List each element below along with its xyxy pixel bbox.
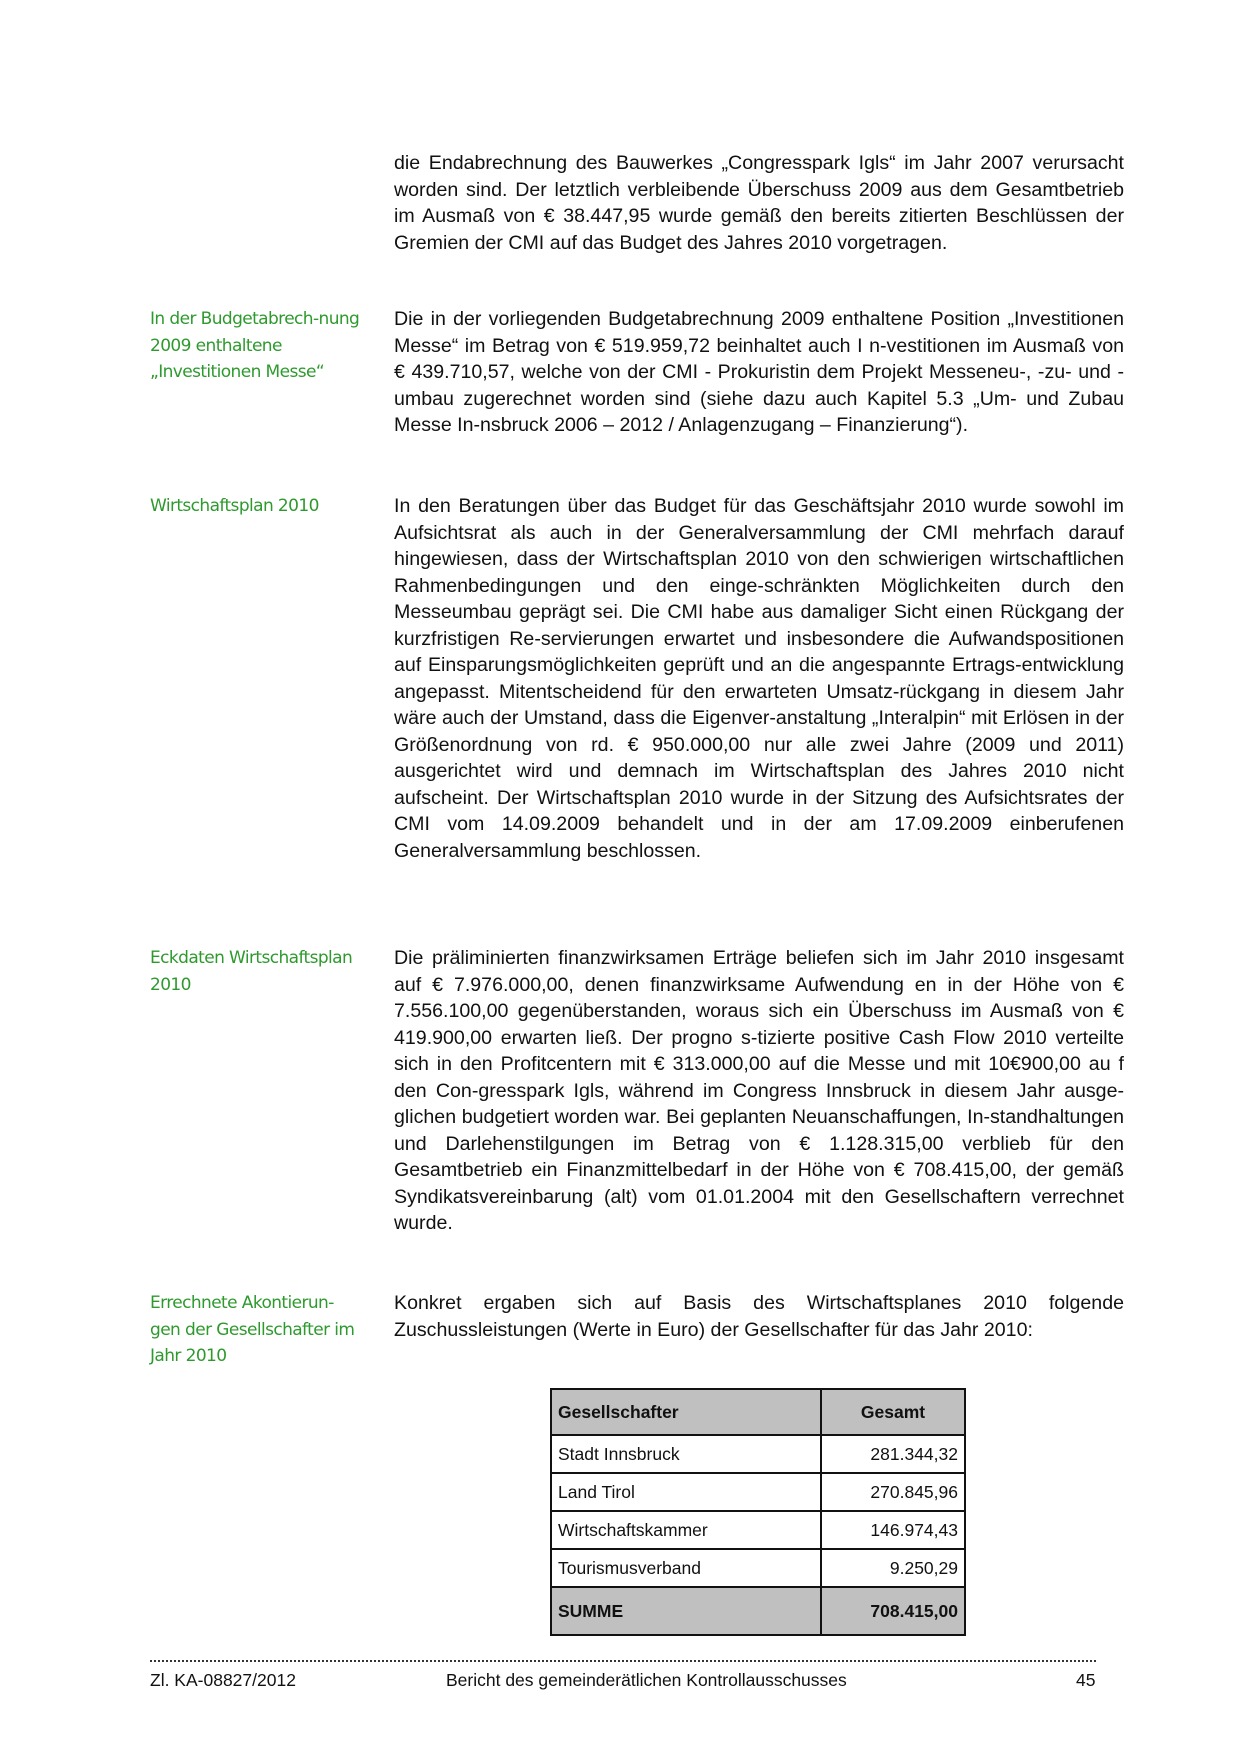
paragraph-text: die Endabrechnung des Bauwerkes „Congresspark Igls“ im Jahr 2007 verursacht worden sind. Der letztlich verbleibende Überschuss 2009 aus dem Gesamtbetrieb im Ausmaß von € 38.447,95 wurde gemäß den bereits zitierten Beschlüssen der Gremien der CMI auf das Budget des Jahres 2010 vorgetragen. (394, 152, 1124, 254)
row-value: 9.250,29 (821, 1549, 965, 1587)
footer-reference: Zl. KA-08827/2012 (150, 1670, 296, 1690)
paragraph-text: In den Beratungen über das Budget für das Geschäftsjahr 2010 wurde sowohl im Aufsichtsrat als auch in der Generalversammlung der CMI mehrfach darauf hingewiesen, dass der Wirtschaftsplan 2010 von den schwierigen wirtschaftlichen Rahmenbedingungen und den einge-schränkten Möglichkeiten durch den Messeumbau geprägt sei. Die CMI habe aus damaliger Sicht einen Rückgang der kurzfristigen Re-servierungen erwartet und insbesondere die Aufwandspositionen auf Einsparungsmöglichkeiten geprüft und an die angespannte Ertrags-entwicklung angepasst. Mitentscheidend für den erwarteten Umsatz-rückgang in diesem Jahr wäre auch der Umstand, dass die Eigenver-anstaltung „Interalpin“ mit Erlösen in der Größenordnung von rd. € 950.000,00 nur alle zwei Jahre (2009 und 2011) ausgerichtet wird und demnach im Wirtschaftsplan des Jahres 2010 nicht aufscheint. Der Wirtschaftsplan 2010 wurde in der Sitzung des Aufsichtsrates der CMI vom 14.09.2009 behandelt und in der am 17.09.2009 einberufenen Generalversammlung beschlossen. (394, 495, 1124, 862)
side-label-investitionen-messe: In der Budgetabrech-nung 2009 enthaltene „Investitionen Messe“ (150, 309, 360, 382)
paragraph-eckdaten (394, 945, 1124, 1237)
page-number: 45 (1076, 1670, 1096, 1690)
table-sum-row (551, 1587, 965, 1635)
table-header-row (551, 1389, 965, 1435)
paragraph-endabrechnung (394, 150, 1124, 256)
row-name: Tourismusverband (551, 1549, 821, 1587)
footer-divider (150, 1660, 1096, 1662)
paragraph-text: Die präliminierten finanzwirksamen Erträge beliefen sich im Jahr 2010 insgesamt auf € 7.976.000,00, denen finanzwirksame Aufwendung en in der Höhe von € 7.556.100,00 gegenüberstanden, woraus sich ein Überschuss im Ausmaß von € 419.900,00 erwarten ließ. Der progno s-tizierte positive Cash Flow 2010 verteilte sich in den Profitcentern mit € 313.000,00 auf die Messe und mit 10€900,00 au f den Con-gresspark Igls, während im Congress Innsbruck in diesem Jahr ausge-glichen budgetiert worden war. Bei geplanten Neuanschaffungen, In-standhaltungen und Darlehenstilgungen im Betrag von € 1.128.315,00 verblieb für den Gesamtbetrieb ein Finanzmittelbedarf in der Höhe von € 708.415,00, der gemäß Syndikatsvereinbarung (alt) vom 01.01.2004 mit den Gesellschaftern verrechnet wurde. (394, 947, 1124, 1234)
paragraph-wirtschaftsplan-2010 (394, 493, 1124, 864)
row-name: Stadt Innsbruck (551, 1435, 821, 1473)
paragraph-text: Konkret ergaben sich auf Basis des Wirtschaftsplanes 2010 folgende Zuschussleistungen (Werte in Euro) der Gesellschafter für das Jahr 2010: (394, 1292, 1124, 1341)
header-gesamt: Gesamt (821, 1389, 965, 1435)
row-name: Wirtschaftskammer (551, 1511, 821, 1549)
side-label-akontierungen: Errechnete Akontierun-gen der Gesellschafter im Jahr 2010 (150, 1293, 355, 1366)
row-value: 270.845,96 (821, 1473, 965, 1511)
table-row (551, 1473, 965, 1511)
side-label-wirtschaftsplan-2010: Wirtschaftsplan 2010 (150, 496, 319, 516)
side-label-eckdaten: Eckdaten Wirtschaftsplan 2010 (150, 948, 353, 995)
table-row (551, 1549, 965, 1587)
zuschuss-table (550, 1388, 966, 1636)
paragraph-text: Die in der vorliegenden Budgetabrechnung 2009 enthaltene Position „Investitionen Messe“ im Betrag von € 519.959,72 beinhaltet auch I n-vestitionen im Ausmaß von € 439.710,57, welche von der CMI - Prokuristin dem Projekt Messeneu-, -zu- und -umbau zugerechnet worden sind (siehe dazu auch Kapitel 5.3 „Um- und Zubau Messe In-nsbruck 2006 – 2012 / Anlagenzugang – Finanzierung“). (394, 308, 1124, 436)
row-value: 146.974,43 (821, 1511, 965, 1549)
sum-value: 708.415,00 (821, 1587, 965, 1635)
row-name: Land Tirol (551, 1473, 821, 1511)
header-gesellschafter: Gesellschafter (551, 1389, 821, 1435)
footer-title: Bericht des gemeinderätlichen Kontrollausschusses (446, 1670, 847, 1690)
table-row (551, 1511, 965, 1549)
row-value: 281.344,32 (821, 1435, 965, 1473)
table-row (551, 1435, 965, 1473)
paragraph-investitionen-messe (394, 306, 1124, 439)
sum-label: SUMME (551, 1587, 821, 1635)
paragraph-akontierungen (394, 1290, 1124, 1343)
